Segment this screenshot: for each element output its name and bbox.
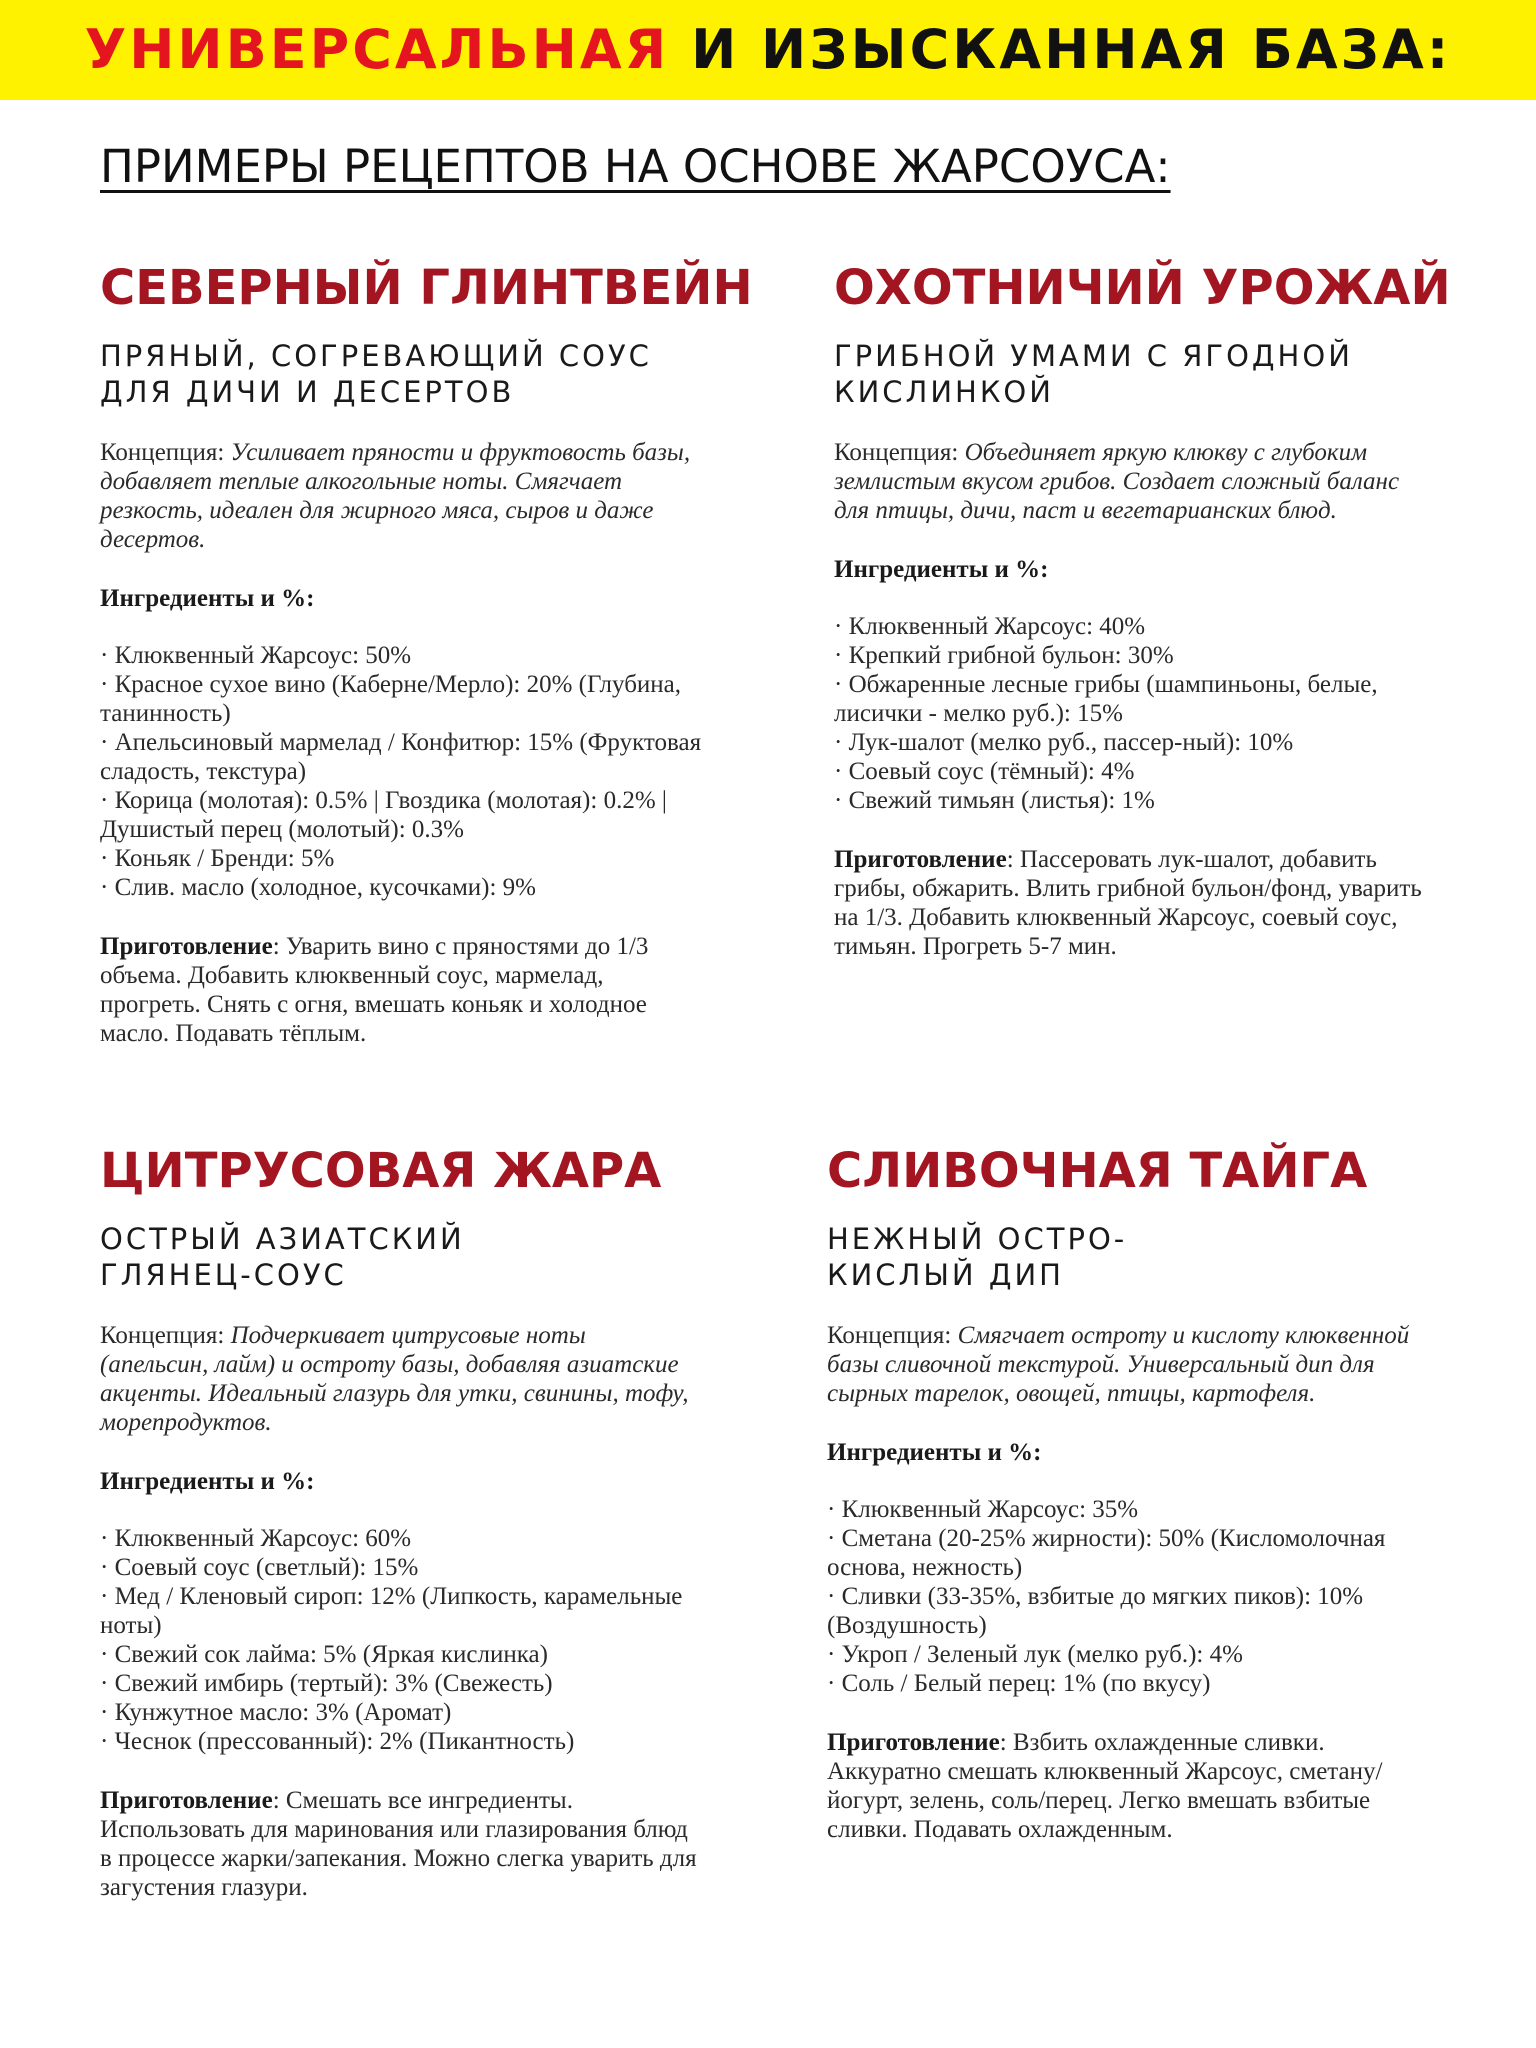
ingredient-item: · Кунжутное масло: 3% (Аромат) [100,1699,452,1726]
concept-label: Концепция: [827,1322,958,1349]
banner-title-rest: И ИЗЫСКАННАЯ БАЗА: [669,18,1452,81]
ingredient-item: · Слив. масло (холодное, кусочками): 9% [100,874,536,901]
ingredient-item: · Красное сухое вино (Каберне/Мерло): 20% (Глубина, танинность) [100,671,682,727]
ingredient-item: · Клюквенный Жарсоус: 35% [827,1496,1139,1523]
recipe-subtitle: НЕЖНЫЙ ОСТРО-КИСЛЫЙ ДИП [827,1222,1128,1292]
recipe-concept [834,438,1434,525]
ingredient-item: · Укроп / Зеленый лук (мелко руб.): 4% [827,1641,1243,1668]
ingredients-list [827,1495,1437,1698]
ingredient-item: · Апельсиновый мармелад / Конфитюр: 15% (Фруктовая сладость, текстура) [100,729,702,785]
recipe-card-tsitrusovaya-zhara [100,1143,710,1902]
ingredients-heading: Ингредиенты и %: [827,1439,1042,1466]
ingredient-item: · Мед / Кленовый сироп: 12% (Липкость, карамельные ноты) [100,1583,683,1639]
ingredients-list [100,1524,700,1756]
ingredients-heading: Ингредиенты и %: [834,556,1049,583]
prep-label: Приготовление [827,1729,1000,1756]
recipe-preparation [834,845,1434,961]
ingredients-heading: Ингредиенты и %: [100,585,315,612]
ingredient-item: · Сливки (33-35%, взбитые до мягких пиков): 10% (Воздушность) [827,1583,1364,1639]
ingredient-item: · Соевый соус (тёмный): 4% [834,758,1135,785]
ingredient-item: · Соевый соус (светлый): 15% [100,1554,419,1581]
recipe-subtitle: ГРИБНОЙ УМАМИ С ЯГОДНОЙ КИСЛИНКОЙ [834,339,1353,409]
recipe-card-slivochnaya-tayga [827,1143,1437,1844]
recipe-subtitle: ОСТРЫЙ АЗИАТСКИЙ ГЛЯНЕЦ-СОУС [100,1222,465,1292]
ingredients-list [834,612,1434,815]
concept-text: Усиливает пряности и фруктовость базы, добавляет теплые алкогольные ноты. Смягчает резкость, идеален для жирного мяса, сыров и даже десертов. [100,439,691,553]
ingredients-list [100,641,710,902]
recipe-card-severny-glintvein [100,260,753,1048]
concept-label: Концепция: [100,439,231,466]
prep-text: : Пассеровать лук-шалот, добавить грибы, обжарить. Влить грибной бульон/фонд, уварить на 1/3. Добавить клюквенный Жарсоус, соевый соус, тимьян. Прогреть 5-7 мин. [834,846,1422,960]
ingredient-item: · Соль / Белый перец: 1% (по вкусу) [827,1670,1211,1697]
recipe-concept [827,1321,1427,1408]
concept-text: Смягчает остроту и кислоту клюквенной базы сливочной текстурой. Универсальный дип для сырных тарелок, овощей, птицы, картофеля. [827,1322,1410,1407]
recipe-concept [100,1321,700,1437]
recipe-concept [100,438,700,554]
prep-label: Приготовление [834,846,1007,873]
ingredient-item: · Крепкий грибной бульон: 30% [834,642,1174,669]
prep-label: Приготовление [100,1787,273,1814]
ingredient-item: · Свежий сок лайма: 5% (Яркая кислинка) [100,1641,548,1668]
recipe-preparation [100,932,700,1048]
prep-text: : Уварить вино с пряностями до 1/3 объема. Добавить клюквенный соус, мармелад, прогреть. Снять с огня, вмешать коньяк и холодное масло. Подавать тёплым. [100,933,649,1047]
prep-text: : Взбить охлажденные сливки. Аккуратно смешать клюквенный Жарсоус, сметану/йогурт, зелень, соль/перец. Легко вмешать взбитые сливки. Подавать охлажденным. [827,1729,1383,1843]
concept-text: Объединяет яркую клюкву с глубоким землистым вкусом грибов. Создает сложный баланс для птицы, дичи, паст и вегетарианских блюд. [834,439,1400,524]
ingredient-item: · Корица (молотая): 0.5% | Гвоздика (молотая): 0.2% | Душистый перец (молотый): 0.3% [100,787,667,843]
recipe-title: ЦИТРУСОВАЯ ЖАРА [100,1143,662,1199]
ingredients-heading: Ингредиенты и %: [100,1468,315,1495]
recipe-preparation [827,1728,1427,1844]
ingredient-item: · Обжаренные лесные грибы (шампиньоны, белые, лисички - мелко руб.): 15% [834,671,1378,727]
prep-label: Приготовление [100,933,273,960]
section-title: ПРИМЕРЫ РЕЦЕПТОВ НА ОСНОВЕ ЖАРСОУСА: [100,140,1171,193]
recipe-title: СЕВЕРНЫЙ ГЛИНТВЕЙН [100,260,753,316]
recipe-title: ОХОТНИЧИЙ УРОЖАЙ [834,260,1451,316]
recipe-card-okhotnichiy-urozhay [834,260,1451,961]
concept-label: Концепция: [834,439,965,466]
ingredient-item: · Лук-шалот (мелко руб., пассер-ный): 10% [834,729,1294,756]
prep-text: : Смешать все ингредиенты. Использовать для маринования или глазирования блюд в процессе жарки/запекания. Можно слегка уварить для загустения глазури. [100,1787,697,1901]
recipe-preparation [100,1786,700,1902]
ingredient-item: · Свежий тимьян (листья): 1% [834,787,1155,814]
concept-label: Концепция: [100,1322,231,1349]
recipe-title: СЛИВОЧНАЯ ТАЙГА [827,1143,1368,1199]
ingredient-item: · Клюквенный Жарсоус: 50% [100,642,412,669]
ingredient-item: · Коньяк / Бренди: 5% [100,845,335,872]
concept-text: Подчеркивает цитрусовые ноты (апельсин, лайм) и остроту базы, добавляя азиатские акценты. Идеальный глазурь для утки, свинины, тофу, морепродуктов. [100,1322,689,1436]
ingredient-item: · Клюквенный Жарсоус: 40% [834,613,1146,640]
ingredient-item: · Клюквенный Жарсоус: 60% [100,1525,412,1552]
ingredient-item: · Чеснок (прессованный): 2% (Пикантность) [100,1728,575,1755]
banner-title-highlight: УНИВЕРСАЛЬНАЯ [84,18,670,81]
banner-title [0,0,1536,100]
title-banner [0,0,1536,100]
ingredient-item: · Сметана (20-25% жирности): 50% (Кисломолочная основа, нежность) [827,1525,1386,1581]
ingredient-item: · Свежий имбирь (тертый): 3% (Свежесть) [100,1670,553,1697]
recipe-subtitle: ПРЯНЫЙ, СОГРЕВАЮЩИЙ СОУС ДЛЯ ДИЧИ И ДЕСЕРТОВ [100,339,652,409]
